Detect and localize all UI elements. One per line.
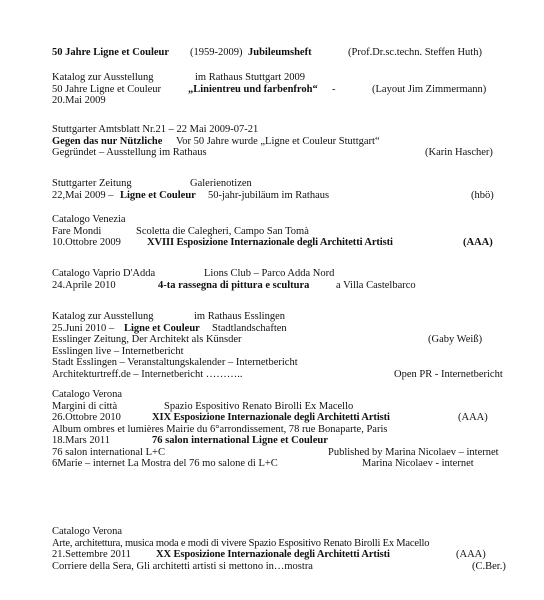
esslingen-architekturtreff: Architekturtreff.de – Internetbericht ……….. bbox=[52, 368, 243, 380]
esslingen-name: Ligne et Couleur bbox=[124, 322, 200, 334]
verona1-salon: 76 salon international Ligne et Couleur bbox=[152, 435, 328, 446]
zeitung-date: 22,Mai 2009 – bbox=[52, 189, 114, 201]
verona1-venue: Spazio Espositivo Renato Birolli Ex Macello bbox=[164, 400, 354, 412]
verona2-author: (C.Ber.) bbox=[472, 560, 506, 572]
verona1-aaa: (AAA) bbox=[458, 412, 488, 423]
venezia-exhibition: XVIII Esposizione Internazionale degli Architetti Artisti bbox=[147, 237, 393, 248]
verona2-aaa: (AAA) bbox=[456, 549, 486, 560]
katalog-stuttgart-location: im Rathaus Stuttgart 2009 bbox=[195, 72, 305, 83]
venezia-date: 10.Ottobre 2009 bbox=[52, 237, 121, 248]
verona1-mostra: 6Marie – internet La Mostra del 76 mo salone di L+C bbox=[52, 458, 278, 469]
zeitung-section: Galerienotizen bbox=[190, 178, 252, 189]
esslingen-live: Esslingen live – Internetbericht bbox=[52, 345, 184, 357]
entry-zeitung bbox=[52, 178, 522, 201]
verona1-exhibition: XIX Esposizione Internazionale degli Architetti Artisti bbox=[152, 412, 390, 423]
vaprio-date: 24.Aprile 2010 bbox=[52, 279, 116, 291]
entry-esslingen bbox=[52, 311, 522, 380]
vaprio-exhibition: 4-ta rassegna di pittura e scultura bbox=[158, 279, 310, 291]
verona2-press: Corriere della Sera, Gli architetti artisti si mettono in…mostra bbox=[52, 560, 313, 572]
zeitung-name: Ligne et Couleur bbox=[120, 189, 196, 201]
venezia-heading: Catalogo Venezia bbox=[52, 214, 126, 225]
entry-verona-2011 bbox=[52, 526, 522, 572]
jubilaeum-title: 50 Jahre Ligne et Couleur bbox=[52, 47, 170, 58]
katalog-stuttgart-subtitle: 50 Jahre Ligne et Couleur bbox=[52, 83, 162, 95]
esslingen-calendar: Stadt Esslingen – Veranstaltungskalender – Internetbericht bbox=[52, 357, 298, 368]
entry-verona-2010 bbox=[52, 389, 522, 470]
verona1-album: Album ombres et lumières Mairie du 6°arrondissement, 78 rue Bonaparte, Paris bbox=[52, 423, 388, 435]
verona1-heading: Catalogo Verona bbox=[52, 389, 123, 400]
amtsblatt-heading: Stuttgarter Amtsblatt Nr.21 – 22 Mai 2009-07-21 bbox=[52, 124, 259, 135]
esslingen-openpr: Open PR - Internetbericht bbox=[394, 368, 503, 380]
verona2-heading: Catalogo Verona bbox=[52, 526, 123, 537]
zeitung-heading: Stuttgarter Zeitung bbox=[52, 178, 132, 189]
esslingen-heading: Katalog zur Ausstellung bbox=[52, 311, 154, 322]
verona1-salon-short: 76 salon international L+C bbox=[52, 446, 165, 458]
esslingen-press: Esslinger Zeitung, Der Architekt als Künsder bbox=[52, 334, 242, 345]
venezia-venue: Scoletta die Calegheri, Campo San Tomà bbox=[136, 225, 309, 237]
entry-jubilaeum bbox=[52, 47, 522, 59]
katalog-stuttgart-date: 20.Mai 2009 bbox=[52, 95, 106, 106]
verona2-date: 21.Settembre 2011 bbox=[52, 549, 131, 560]
jubilaeum-author: (Prof.Dr.sc.techn. Steffen Huth) bbox=[348, 47, 482, 58]
verona1-nicolaev: Marina Nicolaev - internet bbox=[362, 458, 474, 469]
esslingen-location: im Rathaus Esslingen bbox=[194, 311, 285, 322]
verona2-title: Arte, architettura, musica moda e modi di vivere Spazio Espositivo Renato Birolli Ex Macello bbox=[52, 537, 430, 549]
zeitung-author: (hbö) bbox=[471, 189, 494, 201]
verona1-paris-date: 18.Mars 2011 bbox=[52, 435, 110, 446]
venezia-title: Fare Mondi bbox=[52, 225, 102, 237]
esslingen-date: 25.Juni 2010 – bbox=[52, 322, 115, 334]
amtsblatt-lead: Vor 50 Jahre wurde „Ligne et Couleur Stuttgart“ bbox=[176, 135, 380, 147]
venezia-aaa: (AAA) bbox=[463, 237, 493, 248]
katalog-stuttgart-layout: (Layout Jim Zimmermann) bbox=[372, 83, 487, 95]
amtsblatt-subline: Gegründet – Ausstellung im Rathaus bbox=[52, 147, 207, 158]
katalog-stuttgart-dash: - bbox=[332, 83, 336, 95]
verona2-exhibition: XX Esposizione Internazionale degli Architetti Artisti bbox=[156, 549, 390, 560]
katalog-stuttgart-heading: Katalog zur Ausstellung bbox=[52, 72, 154, 83]
amtsblatt-author: (Karin Hascher) bbox=[425, 147, 493, 158]
esslingen-title: Stadtlandschaften bbox=[212, 322, 287, 334]
esslingen-author: (Gaby Weiß) bbox=[428, 334, 483, 345]
verona1-date: 26.Ottobre 2010 bbox=[52, 412, 121, 423]
amtsblatt-headline: Gegen das nur Nützliche bbox=[52, 135, 163, 147]
jubilaeum-years: (1959-2009) bbox=[190, 47, 243, 58]
vaprio-heading: Catalogo Vaprio D'Adda bbox=[52, 268, 156, 279]
entry-katalog-stuttgart bbox=[52, 72, 522, 107]
katalog-stuttgart-motto: „Linientreu und farbenfroh“ bbox=[188, 83, 318, 95]
entry-amtsblatt bbox=[52, 124, 522, 159]
entry-venezia bbox=[52, 214, 522, 249]
verona1-title: Margini di città bbox=[52, 400, 118, 412]
verona1-published: Published by Marina Nicolaev – internet bbox=[328, 446, 499, 458]
vaprio-location: a Villa Castelbarco bbox=[336, 279, 416, 291]
zeitung-text: 50-jahr-jubiläum im Rathaus bbox=[208, 189, 330, 201]
jubilaeum-heft: Jubileumsheft bbox=[248, 47, 312, 58]
vaprio-venue: Lions Club – Parco Adda Nord bbox=[204, 268, 335, 279]
entry-vaprio bbox=[52, 268, 522, 291]
